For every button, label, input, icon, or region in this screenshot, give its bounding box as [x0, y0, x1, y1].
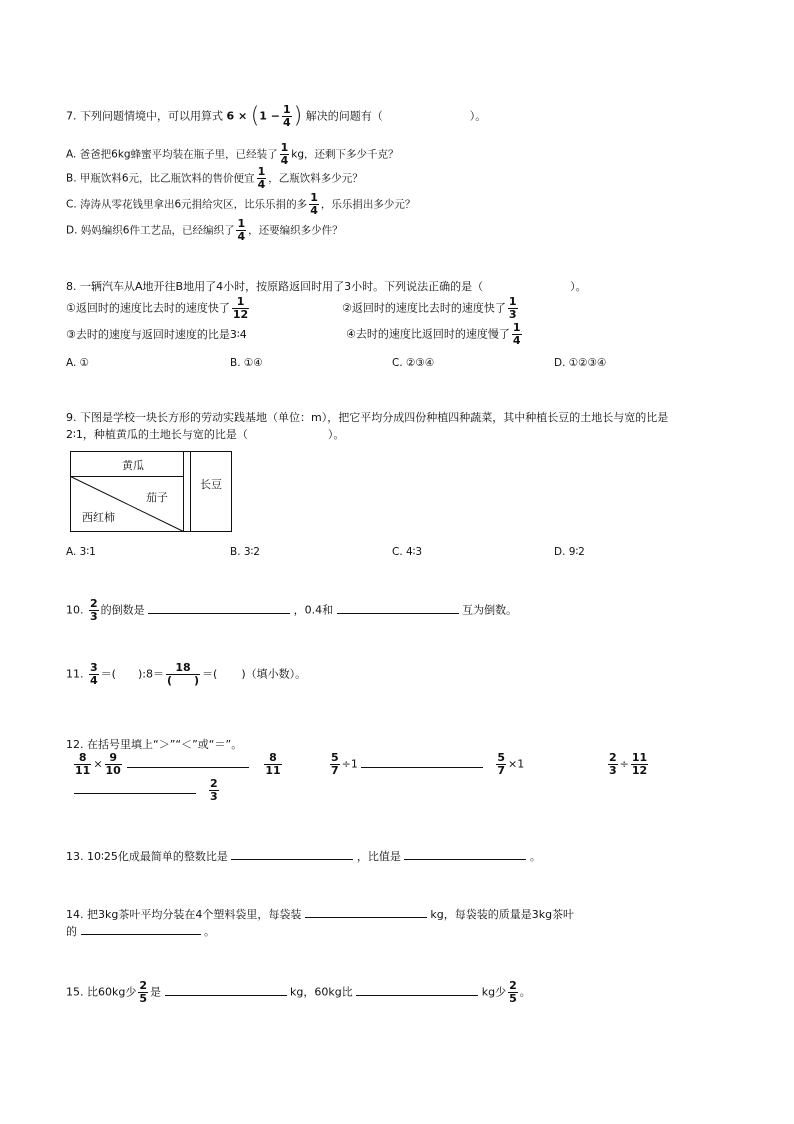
q15-blank-2[interactable] — [356, 984, 478, 996]
q12-expression-1: $\frac{8}{11}$ × $\frac{9}{10}$ $\frac{8}{11}$ — [75, 751, 281, 777]
q8-choice-b[interactable]: B. ①④ — [230, 357, 263, 369]
question-15: 15. 比60kg少 $\frac{2}{5}$ 是 kg，60kg比 kg少 $\frac{2}{5}$ 。 — [66, 979, 531, 1005]
q8-choice-c[interactable]: C. ②③④ — [392, 357, 435, 369]
q12-expression-3-continued: $\frac{2}{3}$ — [74, 778, 221, 803]
q9-label-bean: 长豆 — [200, 478, 222, 491]
q8-stem-text: 一辆汽车从A地开往B地用了4小时，按原路返回时用了3小时。下列说法正确的是（ — [80, 280, 484, 293]
q9-choice-a[interactable]: A. 3∶1 — [66, 546, 96, 558]
q8-statement-3: ③去时的速度与返回时速度的比是3∶4 — [66, 328, 247, 341]
q7-fraction: $\frac{1}{4}$ — [283, 103, 291, 129]
q7-number: 7. — [66, 109, 77, 123]
q9-label-tomato: 西红柿 — [82, 511, 115, 524]
q7-option-a[interactable]: A. 爸爸把6kg蜂蜜平均装在瓶子里，已经装了 $\frac{1}{4}$ kg，还剩下多少千克？ — [66, 141, 399, 167]
q8-choice-d[interactable]: D. ①②③④ — [554, 357, 607, 369]
q8-statement-4: ④去时的速度比返回时的速度慢了 $\frac{1}{4}$ — [346, 321, 521, 347]
q12-expression-3: $\frac{2}{3}$ ÷ $\frac{11}{12}$ — [609, 751, 648, 777]
q8-statement-1: ①返回时的速度比去时的速度快了 $\frac{1}{12}$ — [66, 295, 249, 321]
q11-fraction-2[interactable]: $\frac{18}{( )}$ — [166, 661, 200, 687]
q13-number: 13. — [66, 850, 84, 863]
q15-blank-1[interactable] — [165, 984, 287, 996]
q7-option-b[interactable]: B. 甲瓶饮料6元，比乙瓶饮料的售价便宜 $\frac{1}{4}$ ，乙瓶饮料多少元？ — [66, 165, 363, 191]
q8-number: 8. — [66, 280, 77, 293]
question-12-stem — [66, 736, 242, 752]
q9-choice-b[interactable]: B. 3∶2 — [230, 546, 260, 558]
question-14-line2: 的 。 — [66, 925, 215, 938]
q13-blank-2[interactable] — [404, 848, 526, 860]
q7-expr-1minus: 1 − — [259, 109, 280, 123]
q11-number: 11. — [66, 667, 84, 681]
q12-expression-2: $\frac{5}{7}$ ÷1 $\frac{5}{7}$ ×1 — [331, 751, 525, 777]
question-7-stem — [66, 104, 486, 129]
q10-blank-1[interactable] — [148, 602, 290, 614]
q15-fraction-2: $\frac{2}{5}$ — [509, 979, 517, 1005]
q14-number: 14. — [66, 908, 84, 921]
q15-fraction-1: $\frac{2}{5}$ — [139, 979, 148, 1005]
question-14-line1: 14. 把3kg茶叶平均分装在4个塑料袋里，每袋装 kg，每袋装的质量是3kg茶叶 — [66, 908, 575, 921]
q9-number: 9. — [66, 411, 77, 424]
q12-blank-3[interactable] — [74, 782, 196, 794]
question-9-stem-line2: 2∶1，种植黄瓜的土地长与宽的比是（ ）。 — [66, 428, 345, 441]
q8-choice-a[interactable]: A. ① — [66, 357, 90, 369]
q9-field-diagram — [70, 451, 232, 532]
question-10: 10. $\frac{2}{3}$ 的倒数是 ，0.4和 互为倒数。 — [66, 597, 518, 623]
q7-option-c[interactable]: C. 涛涛从零花钱里拿出6元捐给灾区，比乐乐捐的多 $\frac{1}{4}$ ，乐乐捐出多少元？ — [66, 191, 416, 217]
question-9-stem-line1 — [66, 409, 668, 425]
q12-blank-2[interactable] — [361, 756, 483, 768]
q14-blank-1[interactable] — [305, 906, 427, 918]
q10-number: 10. — [66, 603, 84, 617]
q7-stem-text-2: 解决的问题有（ — [305, 109, 383, 123]
q13-blank-1[interactable] — [231, 848, 353, 860]
q7-expr-6x: 6 × — [226, 109, 248, 123]
q8-statement-2: ②返回时的速度比去时的速度快了 $\frac{1}{3}$ — [342, 295, 517, 321]
q7-paren-close: ) — [293, 103, 303, 129]
question-13: 13. 10∶25化成最简单的整数比是 ，比值是 。 — [66, 850, 541, 863]
q9-label-eggplant: 茄子 — [146, 491, 168, 504]
q12-number: 12. — [66, 738, 84, 751]
q15-number: 15. — [66, 985, 84, 999]
q12-stem-text: 在括号里填上“＞”“＜”或“＝”。 — [87, 738, 243, 751]
q9-label-cucumber: 黄瓜 — [122, 459, 144, 472]
q7-option-d[interactable]: D. 妈妈编织6件工艺品，已经编织了 $\frac{1}{4}$ ，还要编织多少件？ — [66, 217, 343, 243]
q11-fraction-1: $\frac{3}{4}$ — [90, 661, 98, 687]
q14-blank-2[interactable] — [81, 923, 201, 935]
q9-stem-text: 下图是学校一块长方形的劳动实践基地（单位：m），把它平均分成四份种植四种蔬菜，其中种植长豆的土地长与宽的比是 — [80, 411, 669, 424]
q10-fraction: $\frac{2}{3}$ — [90, 597, 98, 623]
q10-blank-2[interactable] — [337, 602, 459, 614]
question-8-stem — [66, 278, 587, 294]
q9-choice-c[interactable]: C. 4∶3 — [392, 546, 423, 558]
question-11: 11. $\frac{3}{4}$ ＝( ):8＝ $\frac{18}{( )}$ ＝( )（填小数）。 — [66, 661, 307, 687]
q8-stem-end: ）。 — [570, 280, 587, 293]
q7-stem-text: 下列问题情境中，可以用算式 — [80, 109, 223, 123]
q7-paren-open: ( — [250, 103, 260, 129]
q12-blank-1[interactable] — [127, 756, 249, 768]
q7-stem-end: ）。 — [469, 109, 487, 123]
q9-choice-d[interactable]: D. 9∶2 — [554, 546, 585, 558]
